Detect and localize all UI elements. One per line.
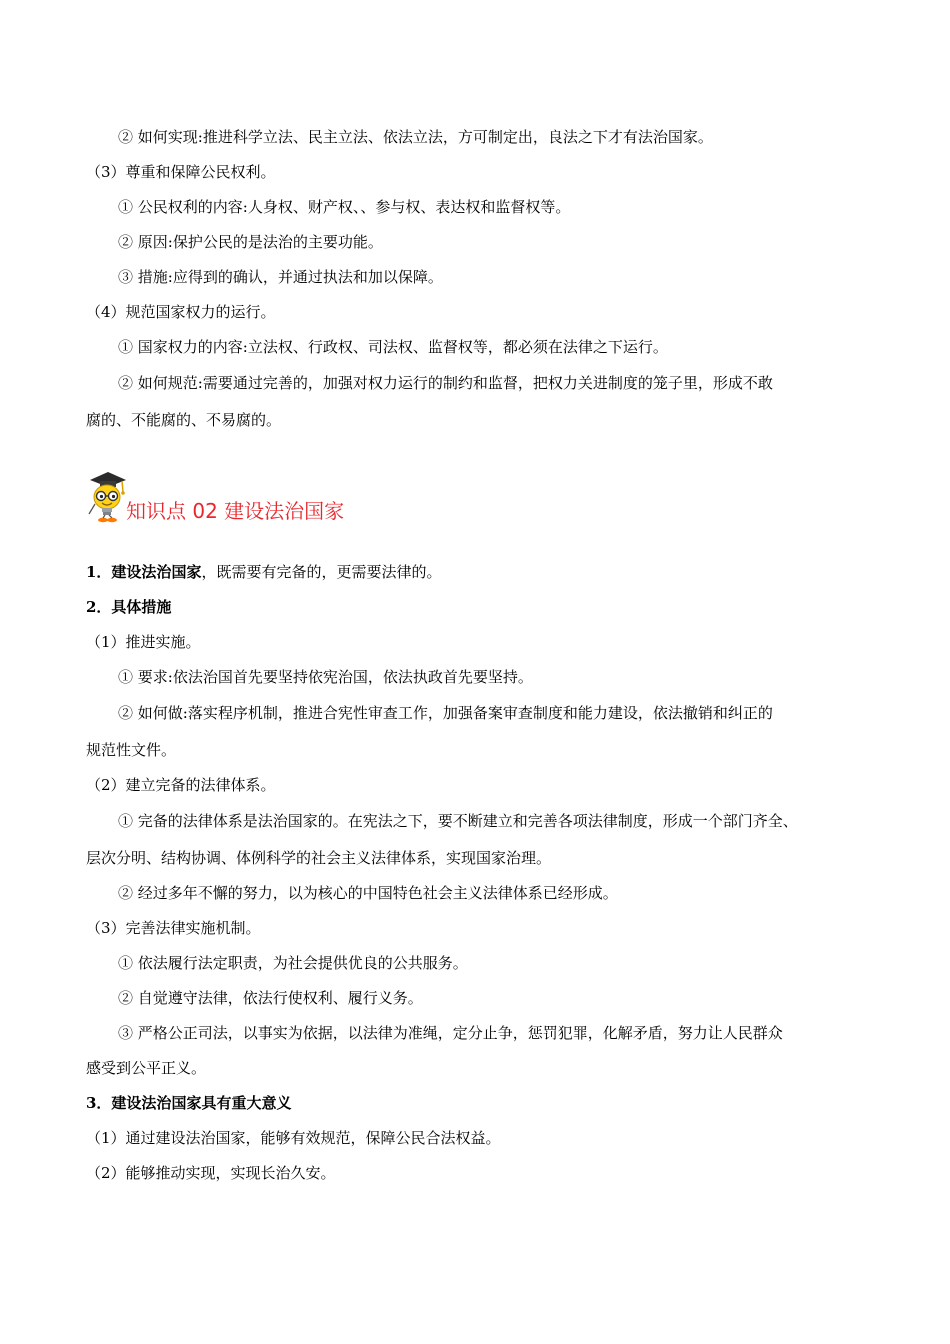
subsection-title-rights: （3）尊重和保障公民权利。 — [86, 163, 276, 181]
paragraph-enforcement-justice-line2: 感受到公平正义。 — [86, 1059, 207, 1077]
paragraph-rights-reason: ② 原因:保护公民的是法治的主要功能。 — [118, 233, 383, 251]
paragraph-enforcement-justice-line1: ③ 严格公正司法，以事实为依据，以法律为准绳，定分止争，惩罚犯罪，化解矛盾，努力让人民群众 — [118, 1024, 783, 1042]
item-3-title: 3．建设法治国家具有重大意义 — [86, 1094, 292, 1112]
subsection-title-enforcement: （3）完善法律实施机制。 — [86, 919, 261, 937]
paragraph-enforcement-obey: ② 自觉遵守法律，依法行使权利、履行义务。 — [118, 989, 423, 1007]
paragraph-rights-content: ① 公民权利的内容:人身权、财产权、、参与权、表达权和监督权等。 — [118, 198, 571, 216]
paragraph-implementation-requirement: ① 要求:依法治国首先要坚持依宪治国，依法执政首先要坚持。 — [118, 668, 533, 686]
section-heading — [86, 470, 586, 526]
paragraph-power-regulate-line1: ② 如何规范:需要通过完善的，加强对权力运行的制约和监督，把权力关进制度的笼子里，形成不敢 — [118, 374, 773, 392]
paragraph-significance-2: （2）能够推动实现，实现长治久安。 — [86, 1164, 336, 1182]
paragraph-significance-1: （1）通过建设法治国家，能够有效规范，保障公民合法权益。 — [86, 1129, 501, 1147]
paragraph-legal-system-line1: ① 完备的法律体系是法治国家的。在宪法之下，要不断建立和完善各项法律制度，形成一个部门齐全、 — [118, 812, 798, 830]
paragraph-legal-system-line2: 层次分明、结构协调、体例科学的社会主义法律体系，实现国家治理。 — [86, 849, 552, 867]
paragraph-power-content: ① 国家权力的内容:立法权、行政权、司法权、监督权等，都必须在法律之下运行。 — [118, 338, 668, 356]
paragraph-power-regulate-line2: 腐的、不能腐的、不易腐的。 — [86, 411, 282, 429]
subsection-title-power: （4）规范国家权力的运行。 — [86, 303, 276, 321]
paragraph-implementation-howto-line2: 规范性文件。 — [86, 741, 177, 759]
paragraph-legal-system-formed: ② 经过多年不懈的努力，以为核心的中国特色社会主义法律体系已经形成。 — [118, 884, 618, 902]
item-1-bold-label: 1．建设法治国家 — [86, 563, 202, 581]
paragraph-implementation-howto-line1: ② 如何做:落实程序机制，推进合宪性审查工作，加强备案审查制度和能力建设，依法撤销和纠正的 — [118, 704, 773, 722]
paragraph-enforcement-duties: ① 依法履行法定职责，为社会提供优良的公共服务。 — [118, 954, 468, 972]
subsection-title-implementation: （1）推进实施。 — [86, 633, 201, 651]
subsection-title-legal-system: （2）建立完备的法律体系。 — [86, 776, 276, 794]
graduate-lightbulb-mascot-icon — [86, 470, 128, 524]
paragraph-how-to-realize: ② 如何实现:推进科学立法、民主立法、依法立法，方可制定出，良法之下才有法治国家。 — [118, 128, 713, 146]
item-1-text: ，既需要有完备的，更需要法律的。 — [201, 563, 442, 581]
paragraph-rights-measures: ③ 措施:应得到的确认，并通过执法和加以保障。 — [118, 268, 443, 286]
section-heading-title: 知识点 02 建设法治国家 — [126, 499, 345, 523]
item-2-title: 2．具体措施 — [86, 598, 172, 616]
item-1 — [86, 562, 881, 582]
